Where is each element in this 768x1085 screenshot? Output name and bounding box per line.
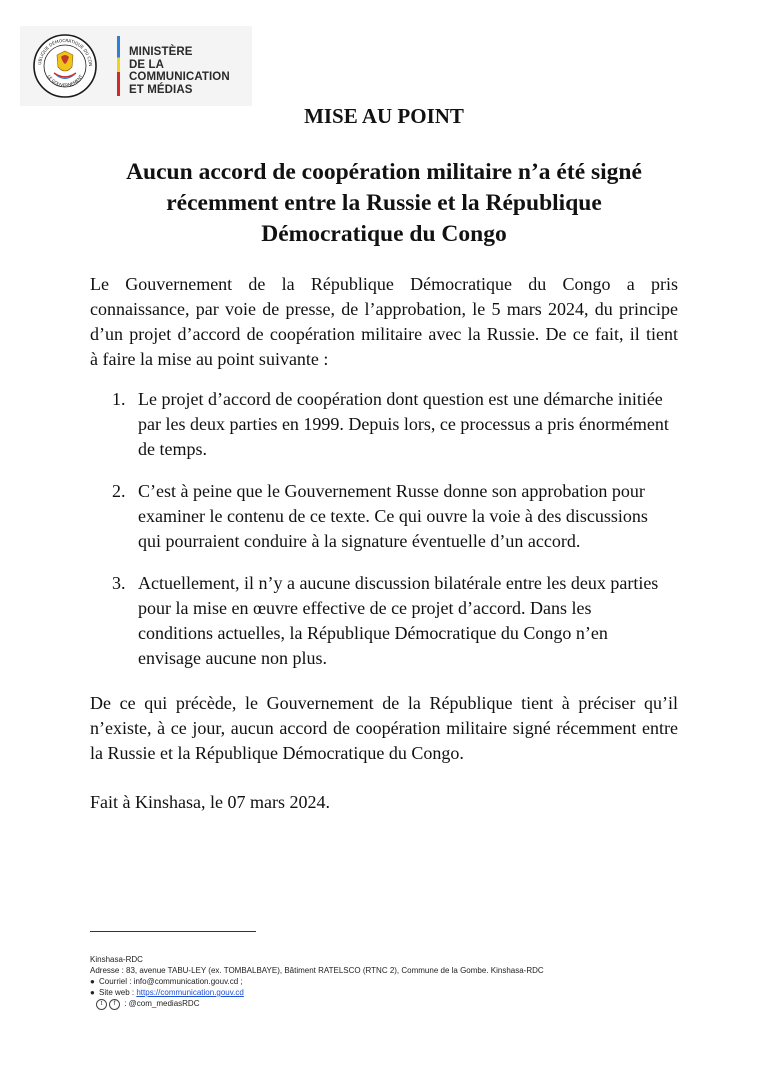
- svg-text:RÉPUBLIQUE DÉMOCRATIQUE DU CON: UBLIQUE DÉMOCRATIQUE DU CON: [37, 38, 93, 67]
- item-line: envisage aucune non plus.: [138, 648, 327, 668]
- ministry-line: ET MÉDIAS: [129, 83, 193, 96]
- headline-line: Démocratique du Congo: [261, 221, 507, 247]
- footer-address: Adresse : 83, avenue TABU-LEY (ex. TOMBALBAYE), Bâtiment RATELSCO (RTNC 2), Commune de la Gombe. Kinshasa-RDC: [90, 966, 544, 975]
- item-number: 3.: [112, 573, 126, 593]
- headline: [90, 157, 678, 250]
- ministry-line: MINISTÈRE: [129, 46, 193, 58]
- website-link[interactable]: https://communication.gouv.cd: [136, 988, 244, 997]
- footer-email-row: [90, 976, 650, 987]
- item-line: qui pourraient conduire à la signature éventuelle d’un accord.: [138, 531, 581, 551]
- signoff: Fait à Kinshasa, le 07 mars 2024.: [90, 792, 330, 812]
- item-line: Le projet d’accord de coopération dont question est une démarche initiée: [138, 389, 663, 409]
- item-number: 1.: [112, 389, 126, 409]
- footer-email: Courriel : info@communication.gouv.cd ;: [99, 977, 243, 986]
- ministry-logo: [20, 26, 252, 106]
- footer-city: Kinshasa-RDC: [90, 955, 143, 964]
- conclusion-line: De ce qui précède, le Gouvernement de la République tient à préciser qu’il: [90, 693, 678, 713]
- ministry-name: [129, 46, 252, 96]
- item-number: 2.: [112, 481, 126, 501]
- headline-line: récemment entre la Russie et la République: [166, 190, 602, 216]
- item-text: [138, 571, 678, 671]
- item-line: C’est à peine que le Gouvernement Russe donne son approbation pour: [138, 481, 645, 501]
- intro-paragraph: [90, 272, 678, 372]
- list-item: [90, 479, 678, 554]
- list-item: [90, 387, 678, 462]
- headline-line: Aucun accord de coopération militaire n’a été signé: [126, 159, 642, 185]
- item-text: [138, 387, 678, 462]
- conclusion-line: n’existe, à ce jour, aucun accord de coopération militaire signé récemment entre: [90, 718, 678, 738]
- facebook-icon[interactable]: f: [109, 999, 120, 1010]
- coat-of-arms-seal: [32, 33, 98, 99]
- item-line: pour la mise en œuvre effective de ce projet d’accord. Dans les: [138, 598, 592, 618]
- twitter-icon[interactable]: t: [96, 999, 107, 1010]
- conclusion-paragraph: [90, 691, 678, 766]
- item-line: par les deux parties en 1999. Depuis lors, ce processus a pris énormément: [138, 414, 669, 434]
- intro-line: Le Gouvernement de la République Démocratique du Congo a pris: [90, 274, 678, 294]
- intro-line: d’un projet d’accord de coopération militaire avec la Russie. De ce fait, il tient: [90, 324, 678, 344]
- footer: [90, 954, 650, 1010]
- footer-website-row: [90, 987, 650, 998]
- svg-text:LE GOUVERNEMENT: LE GOUVERNEMENT: [45, 74, 85, 89]
- conclusion-line: la Russie et la République Démocratique du Congo.: [90, 743, 464, 763]
- item-line: de temps.: [138, 439, 207, 459]
- item-line: examiner le contenu de ce texte. Ce qui ouvre la voie à des discussions: [138, 506, 648, 526]
- item-text: [138, 479, 678, 554]
- footer-social-handle: : @com_mediasRDC: [124, 999, 200, 1008]
- document-title: MISE AU POINT: [304, 104, 464, 128]
- bullet-icon: ●: [90, 988, 95, 997]
- points-list: [90, 387, 678, 688]
- bullet-icon: ●: [90, 977, 95, 986]
- footer-social-row: [90, 998, 650, 1010]
- flag-color-bar: [117, 36, 120, 96]
- item-line: conditions actuelles, la République Démocratique du Congo n’en: [138, 623, 608, 643]
- social-icons: [96, 998, 122, 1009]
- ministry-line: DE LA COMMUNICATION: [129, 58, 230, 83]
- footer-website-label: Site web :: [99, 988, 137, 997]
- intro-line: à faire la mise au point suivante :: [90, 349, 329, 369]
- footnote-divider: [90, 931, 256, 932]
- item-line: Actuellement, il n’y a aucune discussion bilatérale entre les deux parties: [138, 573, 659, 593]
- list-item: [90, 571, 678, 671]
- intro-line: connaissance, par voie de presse, de l’approbation, le 5 mars 2024, du principe: [90, 299, 678, 319]
